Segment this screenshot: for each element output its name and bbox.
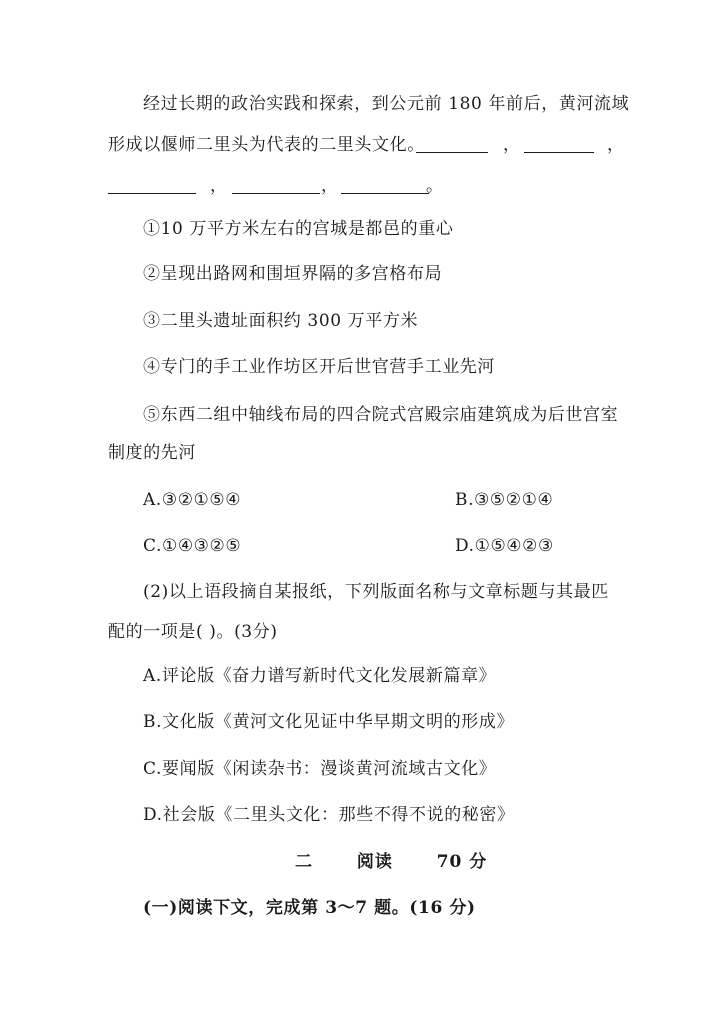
answer-blank-4[interactable] xyxy=(232,175,320,194)
comma-4: ， xyxy=(321,176,339,196)
statement-1: ①10 万平方米左右的宫城是都邑的重心 xyxy=(143,219,454,239)
period-1: 。 xyxy=(426,176,444,196)
comma-3: ， xyxy=(210,176,228,196)
intro-line-1 xyxy=(143,92,629,116)
section-name: 阅读 xyxy=(356,852,393,872)
comma-2: ， xyxy=(607,135,625,155)
statement-4: ④专门的手工业作坊区开后世官营手工业先河 xyxy=(143,357,495,377)
statement-3: ③二里头遗址面积约 300 万平方米 xyxy=(143,311,419,331)
statement-5-cont: 制度的先河 xyxy=(108,443,196,463)
intro-line-2 xyxy=(108,133,425,157)
statement-5: ⑤东西二组中轴线布局的四合院式宫殿宗庙建筑成为后世宫室 xyxy=(143,405,619,425)
q1-option-a[interactable]: A.③②①⑤④ xyxy=(143,490,242,510)
section-heading xyxy=(295,850,487,874)
answer-blank-1[interactable] xyxy=(416,134,488,153)
answer-blank-2[interactable] xyxy=(524,134,594,153)
subsection-heading: (一)阅读下文，完成第 3～7 题。(16 分) xyxy=(143,898,476,918)
q1-option-b[interactable]: B.③⑤②①④ xyxy=(455,490,554,510)
intro-text-2: 形成以偃师二里头为代表的二里头文化。 xyxy=(108,135,425,155)
q2-option-b[interactable]: B.文化版《黄河文化见证中华早期文明的形成》 xyxy=(143,712,515,732)
section-score: 70 分 xyxy=(436,852,488,872)
q2-option-d[interactable]: D.社会版《二里头文化：那些不得不说的秘密》 xyxy=(143,805,515,825)
q2-stem-line-1: (2)以上语段摘自某报纸，下列版面名称与文章标题与其最匹 xyxy=(143,582,609,602)
section-number: 二 xyxy=(295,852,313,872)
q2-option-a[interactable]: A.评论版《奋力谱写新时代文化发展新篇章》 xyxy=(143,666,497,686)
answer-blank-5[interactable] xyxy=(341,175,429,194)
q1-option-d[interactable]: D.①⑤④②③ xyxy=(455,536,554,556)
q2-stem-line-2: 配的一项是( )。(3分) xyxy=(108,622,278,642)
q1-option-c[interactable]: C.①④③②⑤ xyxy=(143,536,242,556)
statement-2: ②呈现出路网和围垣界隔的多宫格布局 xyxy=(143,264,443,284)
answer-blank-3[interactable] xyxy=(108,175,196,194)
q2-option-c[interactable]: C.要闻版《闲读杂书：漫谈黄河流域古文化》 xyxy=(143,759,497,779)
intro-text-1: 经过长期的政治实践和探索，到公元前 180 年前后，黄河流域 xyxy=(143,94,630,114)
comma-1: ， xyxy=(503,135,521,155)
